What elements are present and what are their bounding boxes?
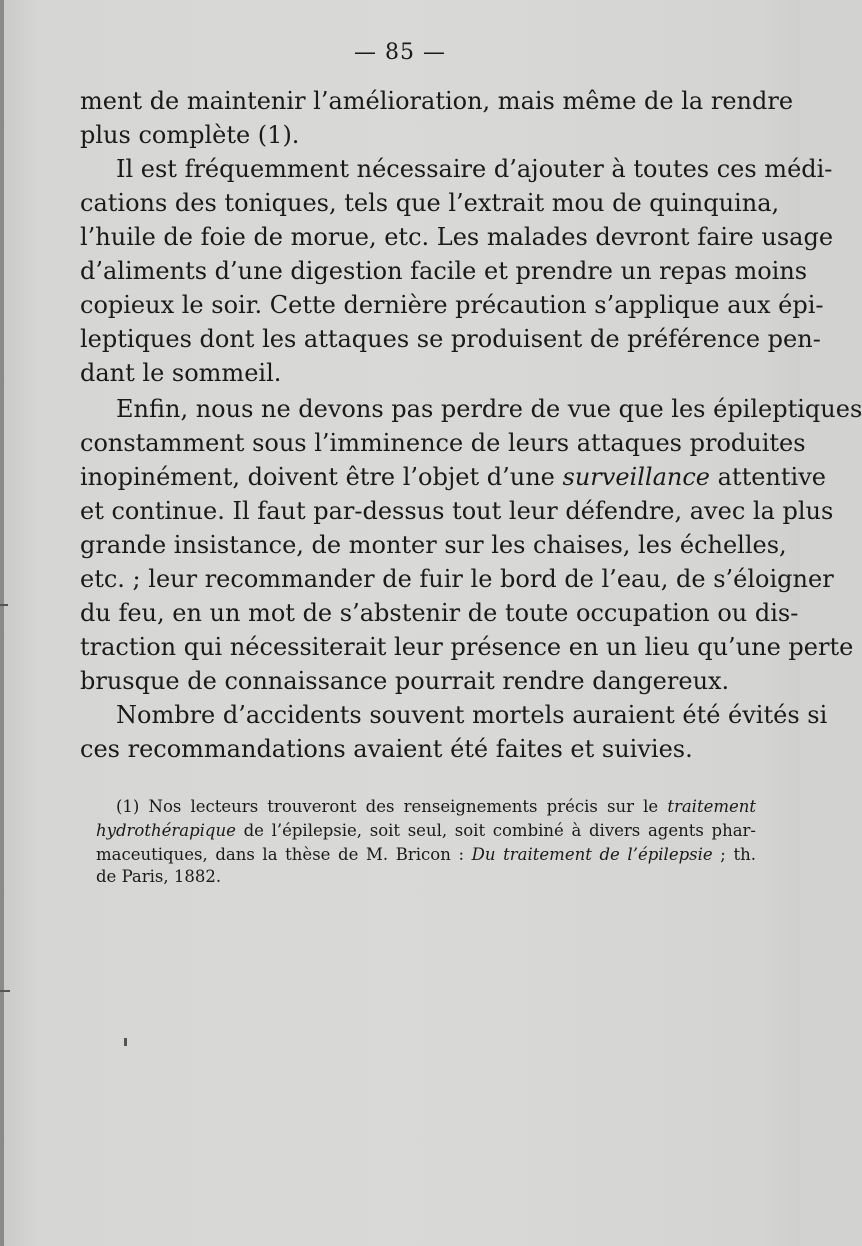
body-line-17: traction qui nécessiterait leur présence en un lieu qu’une perte [80, 633, 854, 661]
body-line-12-end: attentive [717, 463, 826, 491]
footnote-line-3 [96, 844, 756, 866]
footnote-text-2: de l’épilepsie, soit seul, soit combiné à divers agents phar- [243, 821, 757, 840]
body-line-9: dant le sommeil. [80, 359, 282, 387]
body-line-15: etc. ; leur recommander de fuir le bord de l’eau, de s’éloigner [80, 565, 834, 593]
body-line-8: leptiques dont les attaques se produisent de préférence pen- [80, 325, 821, 353]
body-line-7: copieux le soir. Cette dernière précaution s’applique aux épi- [80, 291, 824, 319]
footnote-text-3: maceutiques, dans la thèse de M. Bricon : [96, 845, 465, 864]
body-line-3: Il est fréquemment nécessaire d’ajouter à toutes ces médi- [116, 155, 833, 183]
body-line-19: Nombre d’accidents souvent mortels auraient été évités si [116, 701, 828, 729]
body-line-14: grande insistance, de monter sur les chaises, les échelles, [80, 531, 787, 559]
footnote-line-1 [116, 796, 756, 818]
page-edge-shadow [0, 0, 4, 1246]
body-line-2: plus complète (1). [80, 121, 300, 149]
footnote-line-4: de Paris, 1882. [96, 867, 222, 886]
ink-speck [124, 1038, 127, 1046]
footnote-text-1: (1) Nos lecteurs trouveront des renseignements précis sur le [116, 797, 659, 816]
body-line-4: cations des toniques, tels que l’extrait mou de quinquina, [80, 189, 780, 217]
footnote-emphasis-hydrotherapique: hydrothérapique [96, 821, 236, 840]
footnote-emphasis-title: Du traitement de l’épilepsie [471, 845, 713, 864]
emphasis-surveillance: surveillance [562, 463, 710, 491]
footnote-line-2 [96, 820, 756, 842]
footnote-emphasis-traitement: traitement [667, 797, 757, 816]
body-line-5: l’huile de foie de morue, etc. Les malades devront faire usage [80, 223, 834, 251]
body-line-13: et continue. Il faut par-dessus tout leur défendre, avec la plus [80, 497, 834, 525]
body-line-20: ces recommandations avaient été faites et suivies. [80, 735, 693, 763]
page-number: — 85 — [354, 40, 446, 65]
body-line-12-text: inopinément, doivent être l’objet d’une [80, 463, 555, 491]
body-line-16: du feu, en un mot de s’abstenir de toute occupation ou dis- [80, 599, 799, 627]
body-line-11: constamment sous l’imminence de leurs attaques produites [80, 429, 806, 457]
scan-mark [0, 990, 10, 992]
scan-mark [0, 604, 8, 606]
body-line-6: d’aliments d’une digestion facile et prendre un repas moins [80, 257, 808, 285]
body-line-18: brusque de connaissance pourrait rendre dangereux. [80, 667, 730, 695]
footnote-text-3-end: ; th. [720, 845, 756, 864]
body-line-1: ment de maintenir l’amélioration, mais même de la rendre [80, 87, 794, 115]
body-line-12 [80, 460, 826, 494]
body-line-10: Enfin, nous ne devons pas perdre de vue que les épileptiques [116, 395, 862, 423]
